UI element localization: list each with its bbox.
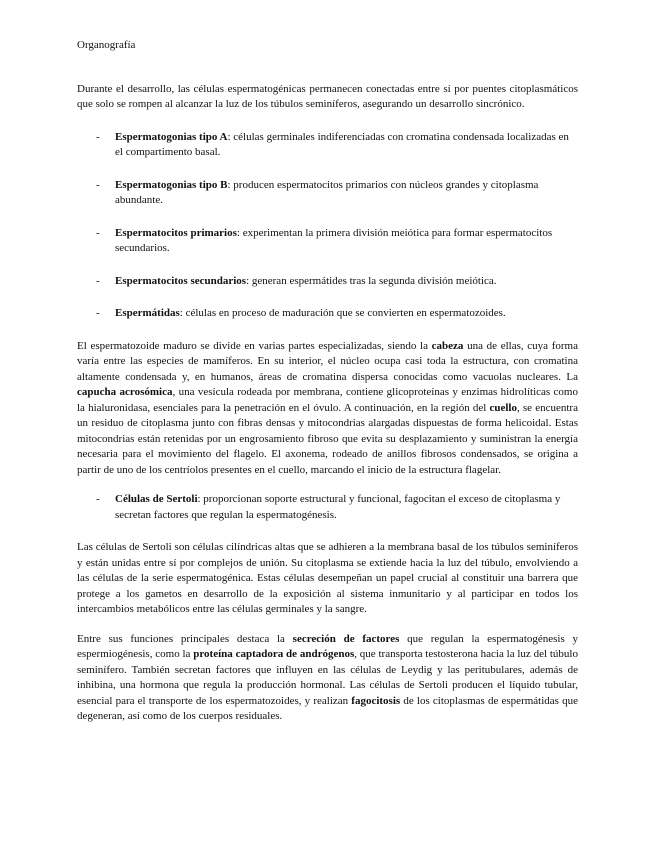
sertoli-list bbox=[77, 492, 578, 523]
list-item-term: Espermatogonias tipo A bbox=[115, 130, 228, 143]
list-item-term: Espermátidas bbox=[115, 307, 180, 319]
list-item-text: : proporcionan soporte estructural y funcional, fagocitan el exceso de citoplasma y secretan factores que regulan la espermatogénesis. bbox=[115, 493, 561, 521]
list-item bbox=[77, 178, 578, 209]
bullet-dash: - bbox=[96, 130, 100, 143]
bold-term: proteína captadora de andrógenos bbox=[193, 648, 355, 660]
list-item-text: : producen espermatocitos primarios con núcleos grandes y citoplasma abundante. bbox=[115, 178, 539, 206]
list-item-term: Espermatocitos primarios bbox=[115, 226, 237, 239]
list-item-text: : células germinales indiferenciadas con cromatina condensada localizadas en el compartimento basal. bbox=[115, 130, 569, 158]
document-title: Organografía bbox=[77, 39, 136, 51]
bold-term: cuello bbox=[489, 401, 517, 414]
paragraph-text: , se encuentra un residuo de citoplasma junto con fibras densas y mitocondrias alargadas dispuestas de forma helicoidal. Estas mitocondrias están retenidas por un engrosamiento fibroso que evita su desplazamiento y suministran la energía necesaria para el movimiento del flagelo. El axonema, rodeado de anillos fibrosos condensados, se origina a partir de uno de los centríolos presentes en el cuello, marcando el inicio de la estructura flagelar. bbox=[77, 401, 578, 476]
bullet-dash: - bbox=[96, 274, 100, 287]
list-item-term: Espermatogonias tipo B bbox=[115, 178, 228, 191]
bullet-dash: - bbox=[96, 226, 100, 239]
paragraph-text: , que transporta testosterona hacia la luz del túbulo seminífero. También secretan factores que influyen en las células de Leydig y las peritubulares, además de inhibina, una hormona que regula la producción hormonal. Las células de Sertoli producen el líquido tubular, esencial para el transporte de los espermatozoides, y realizan bbox=[77, 648, 578, 707]
bold-term: cabeza bbox=[431, 339, 464, 352]
bold-term: capucha acrosómica bbox=[77, 386, 173, 398]
sertoli-paragraph: Las células de Sertoli son células cilíndricas altas que se adhieren a la membrana basal de los túbulos seminíferos y están unidas entre sí por complejos de unión. Su citoplasma se extiende hacia la luz del túbulo, envolviendo a las células de la serie espermatogénica. Estas células desempeñan un papel crucial al constituir una barrera que protege a los gametos en desarrollo de la exposición al sistema inmunitario y al participar en todos los intercambios metabólicos entre las células germinales y la sangre. bbox=[77, 541, 578, 615]
sperm-structure-paragraph bbox=[77, 339, 578, 479]
intro-paragraph: Durante el desarrollo, las células espermatogénicas permanecen conectadas entre sí por puentes citoplasmáticos que solo se rompen al alcanzar la luz de los túbulos seminíferos, asegurando un desarrollo sincrónico. bbox=[77, 82, 578, 110]
list-item bbox=[77, 130, 578, 161]
bullet-dash: - bbox=[96, 307, 100, 319]
paragraph-text: una de ellas, cuya forma varía entre las especies de mamíferos. En su interior, el núcleo ocupa casi toda la estructura, con cromatina altamente condensada y, en humanos, áreas de cromatina dispersa conocidas como vacuolas nucleares. La bbox=[77, 339, 578, 383]
paragraph-text: , una vesícula rodeada por membrana, contiene glicoproteínas y enzimas hidrolíticas como la hialuronidasa, esenciales para la penetración en el óvulo. A continuación, en la región del bbox=[77, 386, 578, 414]
paragraph-text: de los citoplasmas de espermátidas que degeneran, así como de los cuerpos residuales. bbox=[77, 694, 578, 722]
paragraph-text: Entre sus funciones principales destaca la bbox=[77, 632, 293, 645]
list-item-text: : experimentan la primera división meiótica para formar espermatocitos secundarios. bbox=[115, 226, 553, 254]
paragraph-text: El espermatozoide maduro se divide en varias partes especializadas, siendo la bbox=[77, 339, 432, 352]
bullet-dash: - bbox=[96, 493, 100, 505]
list-item-term: Espermatocitos secundarios bbox=[115, 274, 247, 287]
bullet-dash: - bbox=[96, 178, 100, 191]
cell-types-list bbox=[77, 130, 578, 322]
list-item-text: : generan espermátides tras la segunda división meiótica. bbox=[246, 274, 497, 287]
list-item bbox=[77, 226, 578, 257]
paragraph-text: que regulan la espermatogénesis y espermiogénesis, como la bbox=[77, 632, 578, 660]
list-item-term: Células de Sertoli bbox=[115, 493, 198, 505]
list-item bbox=[77, 492, 578, 523]
list-item bbox=[77, 306, 578, 322]
list-item bbox=[77, 274, 578, 290]
bold-term: secreción de factores bbox=[292, 632, 400, 645]
bold-term: fagocitosis bbox=[351, 694, 401, 707]
functions-paragraph bbox=[77, 632, 578, 725]
list-item-text: : células en proceso de maduración que se convierten en espermatozoides. bbox=[179, 307, 506, 319]
